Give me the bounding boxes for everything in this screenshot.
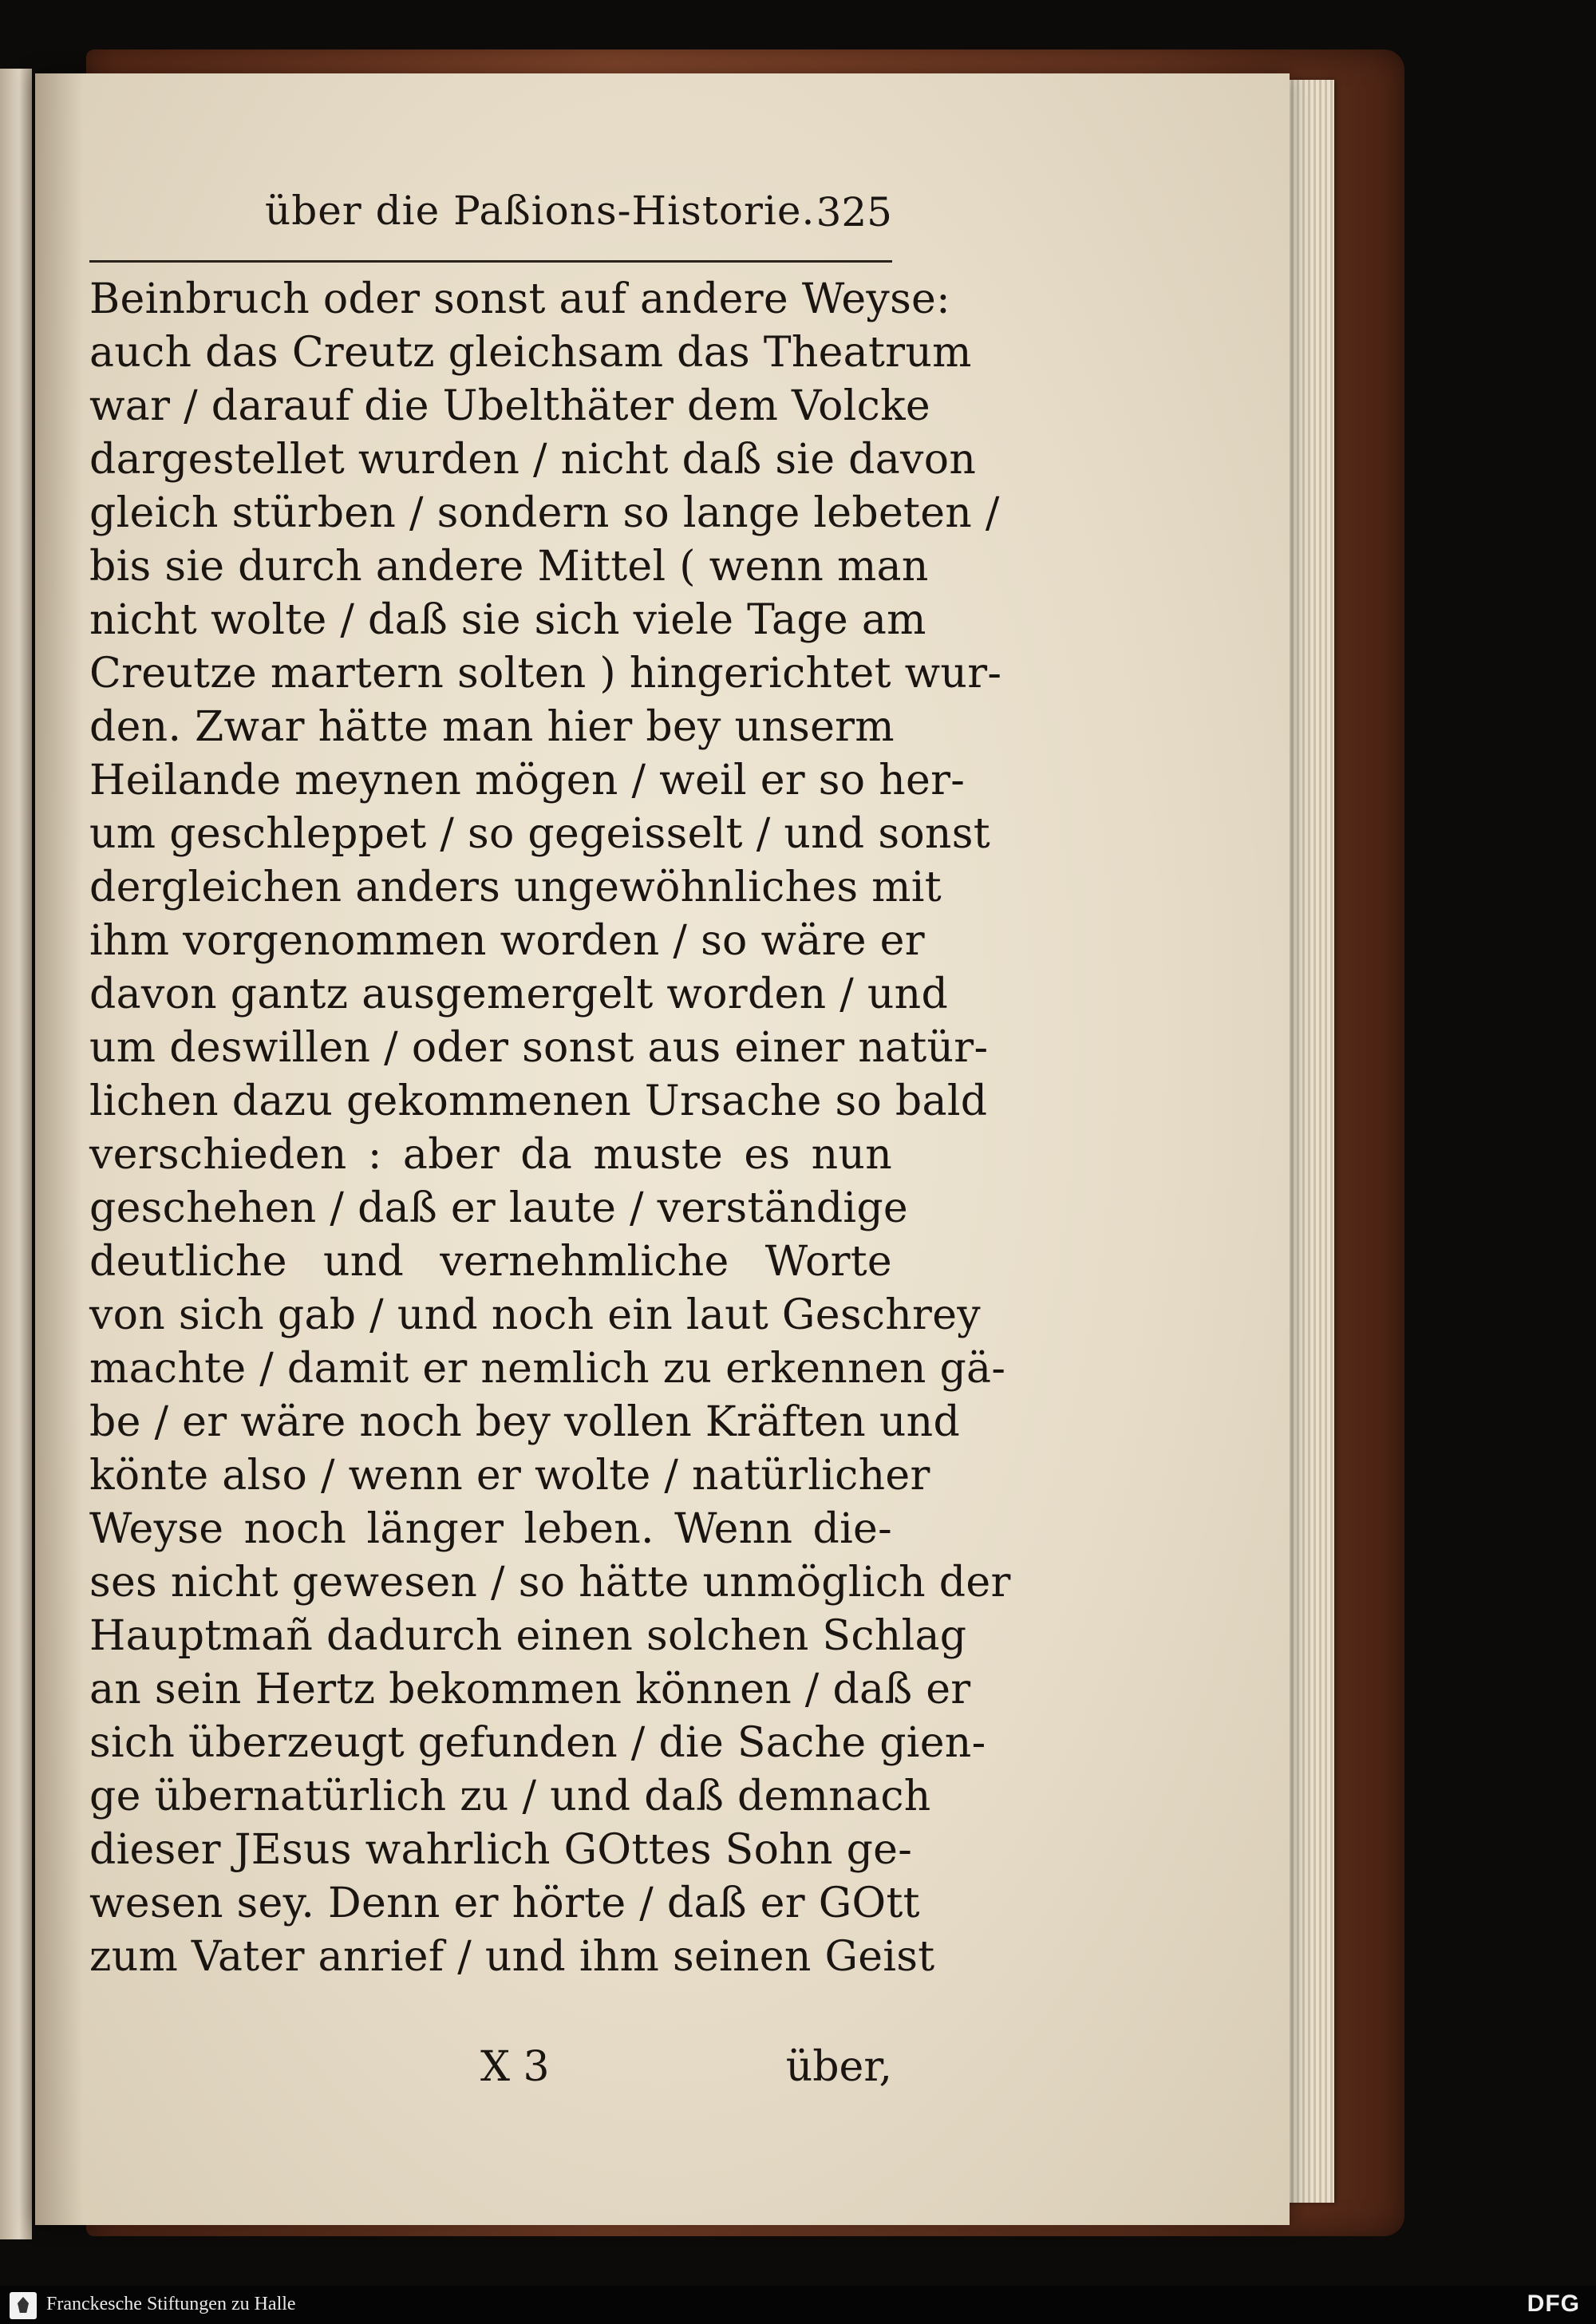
body-text	[89, 273, 1011, 1984]
signature-mark: X 3	[480, 2043, 550, 2091]
text-line: be / er wäre noch bey vollen Kräften und	[89, 1398, 961, 1446]
page-number: 325	[816, 189, 892, 235]
text-line: lichen dazu gekommenen Ursache so bald	[89, 1077, 988, 1125]
institution-logo-icon	[10, 2292, 37, 2319]
text-line: dergleichen anders ungewöhnliches mit	[89, 864, 942, 911]
text-line: Heilande meynen mögen / weil er so her-	[89, 757, 966, 804]
text-line: ses nicht gewesen / so hätte unmöglich der	[89, 1559, 1011, 1607]
text-line: verschieden : aber da muste es nun	[89, 1131, 892, 1179]
text-line: zum Vater anrief / und ihm seinen Geist	[89, 1933, 935, 1981]
text-line: auch das Creutz gleichsam das Theatrum	[89, 329, 972, 377]
text-line: bis sie durch andere Mittel ( wenn man	[89, 543, 929, 591]
text-line: Weyse noch länger leben. Wenn die-	[89, 1505, 892, 1553]
text-line: den. Zwar hätte man hier bey unserm	[89, 703, 895, 751]
gutter-shadow	[35, 73, 83, 2225]
header-rule	[89, 260, 892, 263]
text-line: gleich stürben / sondern so lange lebeten /	[89, 489, 1000, 537]
text-line: machte / damit er nemlich zu erkennen gä-	[89, 1345, 1006, 1393]
text-line: deutliche und vernehmliche Worte	[89, 1238, 892, 1286]
viewer-footer-bar	[0, 2286, 1596, 2324]
running-head: über die Paßions-Historie.	[265, 188, 816, 234]
text-line: dieser JEsus wahrlich GOttes Sohn ge-	[89, 1826, 913, 1874]
text-line: dargestellet wurden / nicht daß sie davon	[89, 436, 977, 484]
catchword: über,	[785, 2043, 892, 2091]
page-footer	[89, 2043, 892, 2099]
text-line: Hauptmañ dadurch einen solchen Schlag	[89, 1612, 967, 1660]
text-line: davon gantz ausgemergelt worden / und	[89, 970, 949, 1018]
text-line: sich überzeugt gefunden / die Sache gien-	[89, 1719, 986, 1767]
text-line: Beinbruch oder sonst auf andere Weyse:	[89, 275, 950, 323]
institution-name: Franckesche Stiftungen zu Halle	[46, 2294, 296, 2314]
text-line: nicht wolte / daß sie sich viele Tage am	[89, 596, 926, 644]
text-line: um deswillen / oder sonst aus einer natür-	[89, 1024, 989, 1072]
text-line: geschehen / daß er laute / verständige	[89, 1184, 909, 1232]
text-line: wesen sey. Denn er hörte / daß er GOtt	[89, 1879, 920, 1927]
facing-page-edge	[0, 69, 32, 2239]
text-line: war / darauf die Ubelthäter dem Volcke	[89, 382, 930, 430]
text-line: könte also / wenn er wolte / natürlicher	[89, 1452, 930, 1500]
text-line: Creutze martern solten ) hingerichtet wur-	[89, 650, 1002, 698]
page-header	[89, 188, 892, 251]
text-line: an sein Hertz bekommen können / daß er	[89, 1666, 971, 1713]
text-line: um geschleppet / so gegeisselt / und sonst	[89, 810, 990, 858]
text-line: von sich gab / und noch ein laut Geschrey	[89, 1291, 981, 1339]
text-line: ge übernatürlich zu / und daß demnach	[89, 1773, 931, 1820]
text-line: ihm vorgenommen worden / so wäre er	[89, 917, 925, 965]
dfg-logo: DFG	[1527, 2290, 1580, 2317]
